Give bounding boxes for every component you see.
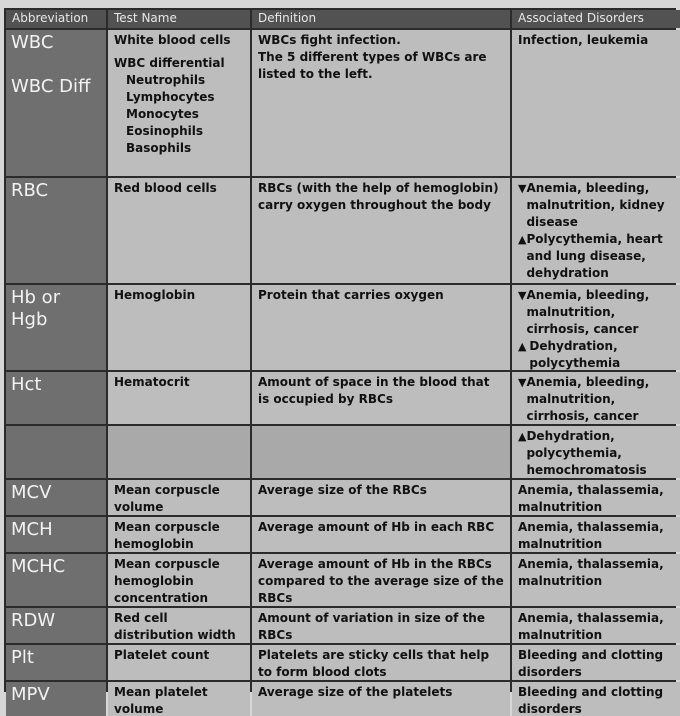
abbr-empty — [6, 426, 106, 478]
test-wbc-diff-name: WBC differential — [114, 56, 225, 70]
wbc-subtype: Eosinophils — [126, 124, 203, 138]
blood-test-table — [4, 8, 676, 716]
def-mchc: Average amount of Hb in the RBCs compared to the average size of the RBCs — [252, 554, 510, 606]
down-arrow-icon: ▼ — [518, 289, 527, 302]
disorders-rbc — [512, 178, 680, 283]
header-test-name: Test Name — [108, 10, 250, 28]
disorders-mchc: Anemia, thalassemia, malnutrition — [512, 554, 680, 606]
test-mchc: Mean corpuscle hemoglobin concentration — [108, 554, 250, 606]
disorders-mch: Anemia, thalassemia, malnutrition — [512, 517, 680, 552]
abbr-rbc: RBC — [6, 178, 106, 283]
disorders-hct-high: Dehydration, polycythemia, hemochromatosis — [526, 429, 647, 477]
def-rdw: Amount of variation in size of the RBCs — [252, 608, 510, 643]
abbr-mch: MCH — [6, 517, 106, 552]
header-associated-disorders: Associated Disorders — [512, 10, 680, 28]
abbr-mcv: MCV — [6, 480, 106, 515]
disorders-rbc-high: Polycythemia, heart and lung disease, dehydration — [526, 232, 663, 280]
def-mpv: Average size of the platelets — [252, 682, 510, 716]
wbc-subtype: Neutrophils — [126, 73, 206, 87]
abbr-plt: Plt — [6, 645, 106, 680]
def-empty — [252, 426, 510, 478]
disorders-wbc: Infection, leukemia — [512, 30, 680, 176]
test-wbc — [108, 30, 250, 176]
def-mcv: Average size of the RBCs — [252, 480, 510, 515]
abbr-hct: Hct — [6, 372, 106, 424]
disorders-mcv: Anemia, thalassemia, malnutrition — [512, 480, 680, 515]
def-wbc-line2: The 5 different types of WBCs are listed to the left. — [258, 50, 487, 81]
test-rdw: Red cell distribution width — [108, 608, 250, 643]
test-hb: Hemoglobin — [108, 285, 250, 370]
test-plt: Platelet count — [108, 645, 250, 680]
abbr-hgb-text: Hgb — [11, 309, 48, 330]
disorders-mpv: Bleeding and clotting disorders — [512, 682, 680, 716]
up-arrow-icon: ▲ — [518, 340, 527, 353]
test-hct: Hematocrit — [108, 372, 250, 424]
disorders-hb-low: Anemia, bleeding, malnutrition, cirrhosis, cancer — [526, 288, 650, 336]
def-wbc — [252, 30, 510, 176]
abbr-mchc: MCHC — [6, 554, 106, 606]
disorders-hct-low: Anemia, bleeding, malnutrition, cirrhosis, cancer — [526, 375, 650, 423]
def-wbc-line1: WBCs fight infection. — [258, 33, 401, 47]
def-rbc: RBCs (with the help of hemoglobin) carry oxygen throughout the body — [252, 178, 510, 283]
up-arrow-icon: ▲ — [518, 233, 527, 246]
header-abbreviation: Abbreviation — [6, 10, 106, 28]
disorders-rdw: Anemia, thalassemia, malnutrition — [512, 608, 680, 643]
test-empty — [108, 426, 250, 478]
abbr-rdw: RDW — [6, 608, 106, 643]
disorders-hb-high: Dehydration, polycythemia — [529, 339, 621, 370]
down-arrow-icon: ▼ — [518, 182, 527, 195]
abbr-wbc-diff-text: WBC Diff — [11, 76, 91, 97]
disorders-rbc-low: Anemia, bleeding, malnutrition, kidney disease — [526, 181, 665, 229]
abbr-hb-text: Hb or — [11, 287, 61, 308]
abbr-wbc — [6, 30, 106, 176]
down-arrow-icon: ▼ — [518, 376, 527, 389]
disorders-hb — [512, 285, 680, 370]
def-hb: Protein that carries oxygen — [252, 285, 510, 370]
disorders-plt: Bleeding and clotting disorders — [512, 645, 680, 680]
def-mch: Average amount of Hb in each RBC — [252, 517, 510, 552]
wbc-subtype: Monocytes — [126, 107, 199, 121]
test-mcv: Mean corpuscle volume — [108, 480, 250, 515]
abbr-hb — [6, 285, 106, 370]
def-hct: Amount of space in the blood that is occupied by RBCs — [252, 372, 510, 424]
def-plt: Platelets are sticky cells that help to form blood clots — [252, 645, 510, 680]
abbr-mpv: MPV — [6, 682, 106, 716]
up-arrow-icon: ▲ — [518, 430, 527, 443]
disorders-hct — [512, 372, 680, 424]
test-wbc-name: White blood cells — [114, 33, 231, 47]
test-mpv: Mean platelet volume — [108, 682, 250, 716]
header-definition: Definition — [252, 10, 510, 28]
abbr-wbc-text: WBC — [11, 32, 54, 53]
test-mch: Mean corpuscle hemoglobin — [108, 517, 250, 552]
disorders-hct-high-cell — [512, 426, 680, 478]
wbc-subtype: Basophils — [126, 141, 192, 155]
test-rbc: Red blood cells — [108, 178, 250, 283]
wbc-subtype: Lymphocytes — [126, 90, 215, 104]
